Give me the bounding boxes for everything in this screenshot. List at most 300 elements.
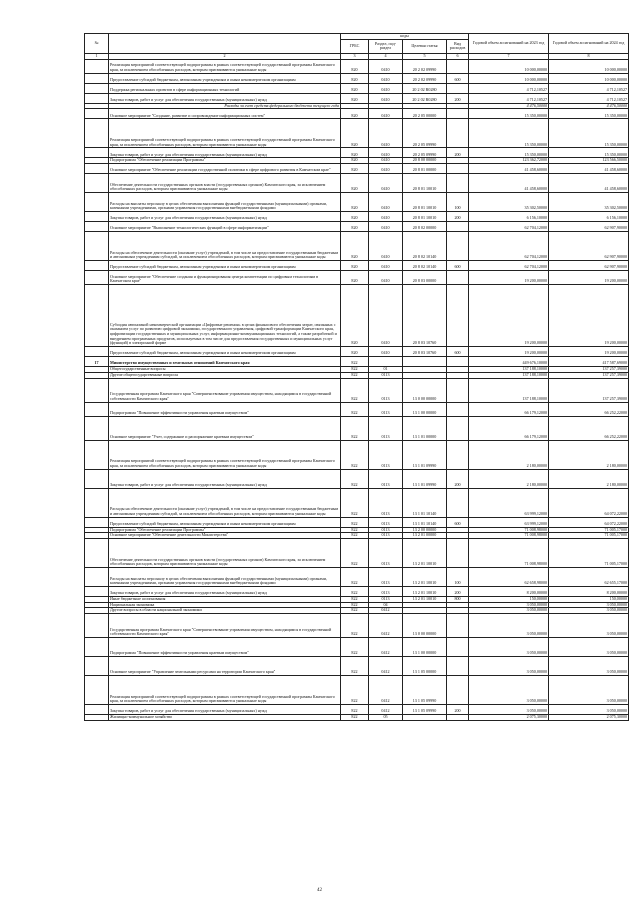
row-exp-type: [447, 83, 469, 93]
row-name: Подпрограмма "Повышение эффективности управления краевым имуществом": [109, 638, 341, 657]
row-section: 0410: [369, 59, 403, 73]
row-amount-2023: 35 302,50000: [469, 193, 549, 212]
row-grbs: 822: [341, 567, 369, 586]
row-amount-2023: 66 179,12000: [469, 402, 549, 416]
header-codes: коды: [341, 34, 469, 40]
row-section: 0113: [369, 533, 403, 539]
table-row: [85, 158, 629, 164]
row-grbs: 822: [341, 357, 369, 367]
table-row: [85, 372, 629, 378]
row-amount-2024: 19 200,00000: [549, 347, 629, 357]
row-section: 05: [369, 715, 403, 721]
row-grbs: 820: [341, 261, 369, 271]
row-amount-2023: 62 704,12000: [469, 261, 549, 271]
row-amount-2023: 19 200,00000: [469, 347, 549, 357]
row-exp-type: 600: [447, 347, 469, 357]
row-amount-2024: 19 200,00000: [549, 271, 629, 285]
row-number: [85, 212, 109, 222]
row-grbs: 822: [341, 488, 369, 517]
row-target: 13 2 01 10010: [403, 538, 447, 567]
row-number: [85, 676, 109, 705]
row-exp-type: [447, 378, 469, 402]
row-amount-2023: 3 050,00000: [469, 676, 549, 705]
row-amount-2024: 3 050,00000: [549, 657, 629, 676]
row-grbs: 820: [341, 212, 369, 222]
row-exp-type: [447, 271, 469, 285]
row-amount-2024: 2 180,00000: [549, 469, 629, 488]
table-row: [85, 232, 629, 261]
table-row: [85, 657, 629, 676]
row-grbs: 822: [341, 657, 369, 676]
row-amount-2024: 137 257,39000: [549, 367, 629, 373]
row-section: 0410: [369, 119, 403, 148]
row-name: Основное мероприятие "Учет, содержание и распоряжение краевым имуществом": [109, 416, 341, 440]
row-amount-2024: 15 350,00000: [549, 119, 629, 148]
row-grbs: 822: [341, 527, 369, 533]
row-grbs: 820: [341, 271, 369, 285]
row-number: [85, 538, 109, 567]
row-grbs: 820: [341, 109, 369, 119]
row-amount-2023: 449 676,10000: [469, 357, 549, 367]
row-amount-2024: 66 252,22000: [549, 402, 629, 416]
row-amount-2023: 19 200,00000: [469, 285, 549, 347]
row-section: 0410: [369, 212, 403, 222]
row-section: 0410: [369, 148, 403, 158]
row-exp-type: [447, 538, 469, 567]
row-target: 20 8 03 10760: [403, 347, 447, 357]
row-amount-2024: 10 000,00000: [549, 73, 629, 83]
row-number: [85, 193, 109, 212]
table-row: [85, 164, 629, 174]
row-exp-type: 200: [447, 469, 469, 488]
row-number: [85, 440, 109, 469]
row-grbs: 820: [341, 148, 369, 158]
row-target: 20 8 01 10010: [403, 212, 447, 222]
row-name: Обеспечение деятельности государственных органов власти (государственных органов) Камчатского края, за исключением обособленных расходов, которым присваиваются уникальные коды: [109, 538, 341, 567]
row-section: 0113: [369, 440, 403, 469]
table-row: [85, 416, 629, 440]
row-amount-2024: 41 458,60000: [549, 174, 629, 193]
row-grbs: 822: [341, 402, 369, 416]
row-name: Поддержка региональных проектов в сфере информационных технологий: [109, 83, 341, 93]
row-grbs: 820: [341, 158, 369, 164]
row-grbs: 822: [341, 614, 369, 638]
table-body: [85, 59, 629, 720]
row-grbs: 822: [341, 416, 369, 440]
row-name: Расходы на выплаты персоналу в целях обеспечения выполнения функций государственными (муниципальными) органами, казенными учреждениями, органами управления государственными внебюджетными фондами: [109, 567, 341, 586]
row-target: 20 8 03 10760: [403, 285, 447, 347]
row-amount-2024: 71 005,17000: [549, 533, 629, 539]
table-row: [85, 586, 629, 596]
row-grbs: 822: [341, 469, 369, 488]
page-number: 42: [317, 888, 322, 893]
row-exp-type: [447, 402, 469, 416]
row-target: 13 0 00 00000: [403, 378, 447, 402]
row-name: Реализация мероприятий соответствующей подпрограммы в рамках соответствующей государственной программы Камчатского края, за исключением обособленных расходов, которым присваиваются уникальные коды: [109, 676, 341, 705]
row-amount-2023: 2 075,30000: [469, 715, 549, 721]
row-number: [85, 285, 109, 347]
row-target: 20 8 01 00000: [403, 164, 447, 174]
table-row: [85, 271, 629, 285]
row-section: 0113: [369, 372, 403, 378]
row-grbs: 820: [341, 347, 369, 357]
row-section: 0113: [369, 378, 403, 402]
row-section: 0113: [369, 567, 403, 586]
col-num-1: 1: [85, 53, 109, 59]
row-amount-2023: 137 188,10000: [469, 367, 549, 373]
row-name: Основное мероприятие "Управление земельными ресурсами на территории Камчатского края": [109, 657, 341, 676]
row-section: 01: [369, 367, 403, 373]
row-exp-type: 600: [447, 261, 469, 271]
row-section: 0412: [369, 705, 403, 715]
header-grbs: ГРБС: [341, 39, 369, 53]
row-number: [85, 164, 109, 174]
row-amount-2024: 3 050,00000: [549, 614, 629, 638]
row-section: 0410: [369, 193, 403, 212]
row-section: 0410: [369, 285, 403, 347]
table-row: [85, 469, 629, 488]
table-row: [85, 357, 629, 367]
row-amount-2024: 62 907,90000: [549, 232, 629, 261]
row-number: [85, 488, 109, 517]
row-amount-2023: 123 362,72000: [469, 158, 549, 164]
row-exp-type: [447, 109, 469, 119]
table-row: [85, 527, 629, 533]
row-amount-2023: 3 050,00000: [469, 608, 549, 614]
row-amount-2023: 2 180,00000: [469, 469, 549, 488]
row-target: 13 1 01 10140: [403, 488, 447, 517]
row-name: Закупка товаров, работ и услуг для обеспечения государственных (муниципальных) нужд: [109, 93, 341, 103]
row-name: Подпрограмма "Обеспечение реализации Программы": [109, 527, 341, 533]
row-grbs: 820: [341, 285, 369, 347]
table-row: [85, 517, 629, 527]
row-amount-2023: 71 008,98000: [469, 527, 549, 533]
row-grbs: 822: [341, 440, 369, 469]
row-amount-2023: 3 050,00000: [469, 602, 549, 608]
row-amount-2024: 71 005,17000: [549, 538, 629, 567]
row-amount-2024: 3 050,00000: [549, 705, 629, 715]
col-num-6: 6: [447, 53, 469, 59]
row-target: 20 2 05 09990: [403, 148, 447, 158]
row-amount-2024: 2 180,00000: [549, 440, 629, 469]
table-row: [85, 608, 629, 614]
row-name: Предоставление субсидий бюджетным, автономным учреждениям и иным некоммерческим организациям: [109, 261, 341, 271]
row-amount-2024: 2 075,30000: [549, 715, 629, 721]
row-name: Расходы на выплаты персоналу в целях обеспечения выполнения функций государственными (муниципальными) органами, казенными учреждениями, органами управления государственными внебюджетными фондами: [109, 193, 341, 212]
row-section: 0410: [369, 83, 403, 93]
row-number: [85, 261, 109, 271]
row-name: Предоставление субсидий бюджетным, автономным учреждениям и иным некоммерческим организациям: [109, 347, 341, 357]
row-number: [85, 59, 109, 73]
row-number: [85, 715, 109, 721]
row-amount-2023: 15 350,00000: [469, 148, 549, 158]
row-section: 0113: [369, 488, 403, 517]
row-target: 13 1 05 09990: [403, 676, 447, 705]
row-section: 0412: [369, 608, 403, 614]
row-name: Расходы на обеспечение деятельности (оказание услуг) учреждений, в том числе на предоставление государственным бюджетным и автономным учреждениям субсидий, за исключением обособленных расходов, которым присваиваются уникальные коды: [109, 232, 341, 261]
row-section: 0410: [369, 261, 403, 271]
row-name: Расходы на обеспечение деятельности (оказание услуг) учреждений, в том числе на предоставление государственным бюджетным и автономным учреждениям субсидий, за исключением обособленных расходов, которым присваиваются уникальные коды: [109, 488, 341, 517]
row-grbs: 820: [341, 193, 369, 212]
row-number: [85, 567, 109, 586]
row-target: 13 2 01 10010: [403, 596, 447, 602]
row-amount-2024: 62 907,90000: [549, 222, 629, 232]
row-section: [369, 357, 403, 367]
row-section: 0113: [369, 538, 403, 567]
row-section: 0410: [369, 164, 403, 174]
row-amount-2024: 137 257,39000: [549, 372, 629, 378]
row-grbs: 822: [341, 538, 369, 567]
table-row: [85, 567, 629, 586]
row-section: 0412: [369, 638, 403, 657]
table-row: [85, 440, 629, 469]
row-grbs: 822: [341, 378, 369, 402]
row-name: Другие вопросы в области национальной экономики: [109, 608, 341, 614]
row-target: 20 8 01 10010: [403, 174, 447, 193]
row-target: 20 2 02 R0280: [403, 93, 447, 103]
row-grbs: 822: [341, 517, 369, 527]
row-exp-type: [447, 119, 469, 148]
row-name: Реализация мероприятий соответствующей подпрограммы в рамках соответствующей государственной программы Камчатского края, за исключением обособленных расходов, которым присваиваются уникальные коды: [109, 440, 341, 469]
row-target: 13 1 05 00000: [403, 657, 447, 676]
row-target: 13 2 01 00000: [403, 533, 447, 539]
row-number: [85, 638, 109, 657]
row-number: [85, 705, 109, 715]
header-name: [109, 34, 341, 54]
col-num-8: 8: [549, 53, 629, 59]
row-name: Основное мероприятие "Обеспечение создания и функционирования центра компетенции по цифровым технологиям в Камчатском крае": [109, 271, 341, 285]
table-row: [85, 488, 629, 517]
row-target: 20 2 05 09990: [403, 119, 447, 148]
table-row: [85, 119, 629, 148]
row-amount-2023: 71 008,98000: [469, 533, 549, 539]
row-name: Министерство имущественных и земельных отношений Камчатского края: [109, 357, 341, 367]
table-row: [85, 222, 629, 232]
row-exp-type: [447, 676, 469, 705]
table-row: [85, 148, 629, 158]
row-exp-type: [447, 440, 469, 469]
row-amount-2024: 3 050,00000: [549, 602, 629, 608]
row-exp-type: [447, 164, 469, 174]
row-amount-2023: 3 050,00000: [469, 614, 549, 638]
row-section: 0410: [369, 93, 403, 103]
row-name: Закупка товаров, работ и услуг для обеспечения государственных (муниципальных) нужд: [109, 469, 341, 488]
row-amount-2023: 19 200,00000: [469, 271, 549, 285]
row-amount-2024: 123 566,50000: [549, 158, 629, 164]
row-amount-2024: 71 005,17000: [549, 527, 629, 533]
row-amount-2023: 41 458,60000: [469, 164, 549, 174]
table-row: [85, 73, 629, 83]
row-name: Расходы за счет средств федерального бюджета текущего года: [109, 103, 341, 109]
row-amount-2024: 4 712,10527: [549, 93, 629, 103]
header-target: Целевая статья: [403, 39, 447, 53]
row-exp-type: 200: [447, 148, 469, 158]
row-target: 20 8 03 00000: [403, 271, 447, 285]
row-target: 20 2 02 09990: [403, 73, 447, 83]
row-exp-type: [447, 657, 469, 676]
row-name: Закупка товаров, работ и услуг для обеспечения государственных (муниципальных) нужд: [109, 212, 341, 222]
row-name: Закупка товаров, работ и услуг для обеспечения государственных (муниципальных) нужд: [109, 586, 341, 596]
row-exp-type: 200: [447, 212, 469, 222]
row-name: Предоставление субсидий бюджетным, автономным учреждениям и иным некоммерческим организациям: [109, 73, 341, 83]
row-grbs: 822: [341, 608, 369, 614]
row-exp-type: [447, 232, 469, 261]
row-amount-2024: 137 257,39000: [549, 378, 629, 402]
row-amount-2023: 2 180,00000: [469, 440, 549, 469]
row-grbs: 822: [341, 676, 369, 705]
row-name: Закупка товаров, работ и услуг для обеспечения государственных (муниципальных) нужд: [109, 148, 341, 158]
row-amount-2024: 64 072,22000: [549, 488, 629, 517]
row-target: 20 8 02 10140: [403, 232, 447, 261]
row-exp-type: [447, 416, 469, 440]
row-target: 20 8 00 00000: [403, 158, 447, 164]
row-grbs: 820: [341, 83, 369, 93]
row-amount-2024: 417 587,69000: [549, 357, 629, 367]
row-amount-2024: 3 050,00000: [549, 638, 629, 657]
row-amount-2023: 3 050,00000: [469, 638, 549, 657]
row-number: [85, 232, 109, 261]
row-amount-2023: 15 350,00000: [469, 109, 549, 119]
row-grbs: 822: [341, 586, 369, 596]
row-grbs: 820: [341, 232, 369, 261]
row-amount-2023: 62 658,98000: [469, 567, 549, 586]
row-number: [85, 73, 109, 83]
header-vol-2023: Годовой объем ассигнований на 2023 год: [469, 34, 549, 54]
row-amount-2023: 41 458,60000: [469, 174, 549, 193]
table-row: [85, 705, 629, 715]
row-target: 20 8 02 10140: [403, 261, 447, 271]
table-row: [85, 83, 629, 93]
row-amount-2024: 62 655,17000: [549, 567, 629, 586]
row-number: [85, 83, 109, 93]
row-amount-2024: 8 200,00000: [549, 586, 629, 596]
row-number: [85, 586, 109, 596]
header-num: №: [85, 34, 109, 54]
row-exp-type: 800: [447, 596, 469, 602]
row-section: 0113: [369, 527, 403, 533]
row-name: Подпрограмма "Повышение эффективности управления краевым имуществом": [109, 402, 341, 416]
row-grbs: 822: [341, 715, 369, 721]
row-exp-type: 100: [447, 567, 469, 586]
row-name: Другие общегосударственные вопросы: [109, 372, 341, 378]
table-row: [85, 715, 629, 721]
row-amount-2024: 3 050,00000: [549, 676, 629, 705]
table-row: [85, 93, 629, 103]
row-grbs: 822: [341, 705, 369, 715]
row-exp-type: [447, 222, 469, 232]
row-section: 0412: [369, 657, 403, 676]
row-number: 17: [85, 357, 109, 367]
row-amount-2023: 3 050,00000: [469, 657, 549, 676]
row-name: Государственная программа Камчатского края "Совершенствование управления имуществом, находящимся в государственной собственности Камчатского края": [109, 378, 341, 402]
row-number: [85, 109, 109, 119]
row-amount-2023: 66 179,12000: [469, 416, 549, 440]
row-name: Общегосударственные вопросы: [109, 367, 341, 373]
row-exp-type: [447, 638, 469, 657]
row-number: [85, 148, 109, 158]
col-num-7: 7: [469, 53, 549, 59]
row-target: 13 1 01 10140: [403, 517, 447, 527]
table-row: [85, 347, 629, 357]
table-row: [85, 212, 629, 222]
row-amount-2023: 10 000,00000: [469, 59, 549, 73]
col-num-3: 3: [341, 53, 369, 59]
row-grbs: 822: [341, 533, 369, 539]
row-section: 0410: [369, 347, 403, 357]
row-number: [85, 271, 109, 285]
row-name: Предоставление субсидий бюджетным, автономным учреждениям и иным некоммерческим организациям: [109, 517, 341, 527]
row-target: 13 1 05 09990: [403, 705, 447, 715]
row-amount-2024: 3 050,00000: [549, 608, 629, 614]
table-row: [85, 538, 629, 567]
row-number: [85, 469, 109, 488]
table-row: [85, 174, 629, 193]
col-num-2: 2: [109, 53, 341, 59]
row-amount-2024: 4 476,50000: [549, 103, 629, 109]
row-number: [85, 222, 109, 232]
row-target: 13 2 01 10010: [403, 567, 447, 586]
row-section: 0113: [369, 586, 403, 596]
row-amount-2023: 62 704,12000: [469, 232, 549, 261]
row-name: Закупка товаров, работ и услуг для обеспечения государственных (муниципальных) нужд: [109, 705, 341, 715]
row-name: Основное мероприятие "Создание, развитие и сопровождение информационных систем": [109, 109, 341, 119]
row-target: 20 8 01 10010: [403, 193, 447, 212]
row-section: 04: [369, 602, 403, 608]
row-exp-type: 600: [447, 73, 469, 83]
row-amount-2024: 62 907,90000: [549, 261, 629, 271]
row-name: Национальная экономика: [109, 602, 341, 608]
row-name: Иные бюджетные ассигнования: [109, 596, 341, 602]
row-grbs: 822: [341, 372, 369, 378]
row-section: 0410: [369, 222, 403, 232]
row-amount-2023: 4 712,10527: [469, 83, 549, 93]
row-name: Основное мероприятие "Выполнение технологических функций в сфере информатизации": [109, 222, 341, 232]
row-target: 13 0 00 00000: [403, 614, 447, 638]
row-name: Реализация мероприятий соответствующей подпрограммы в рамках соответствующей государственной программы Камчатского края, за исключением обособленных расходов, которым присваиваются уникальные коды: [109, 59, 341, 73]
row-amount-2023: 63 999,12000: [469, 488, 549, 517]
row-number: [85, 378, 109, 402]
row-name: Реализация мероприятий соответствующей подпрограммы в рамках соответствующей государственной программы Камчатского края, за исключением обособленных расходов, которым присваиваются уникальные коды: [109, 119, 341, 148]
row-target: 13 1 00 00000: [403, 402, 447, 416]
table-row: [85, 261, 629, 271]
row-number: [85, 119, 109, 148]
row-exp-type: [447, 174, 469, 193]
table-row: [85, 378, 629, 402]
row-section: 0113: [369, 402, 403, 416]
row-target: [403, 715, 447, 721]
row-exp-type: 100: [447, 193, 469, 212]
row-grbs: 822: [341, 367, 369, 373]
row-name: Основное мероприятие "Обеспечение реализации государственной политики в сфере цифрового развития в Камчатском крае": [109, 164, 341, 174]
row-exp-type: [447, 285, 469, 347]
row-amount-2023: 3 050,00000: [469, 705, 549, 715]
row-name: Основное мероприятие "Обеспечение деятельности Министерства": [109, 533, 341, 539]
row-name: Подпрограмма "Обеспечение реализации Программы": [109, 158, 341, 164]
row-grbs: 820: [341, 222, 369, 232]
row-section: 0113: [369, 416, 403, 440]
table-row: [85, 676, 629, 705]
header-section: Раздел, под-раздел: [369, 39, 403, 53]
row-amount-2023: 4 476,50000: [469, 103, 549, 109]
row-grbs: 820: [341, 73, 369, 83]
row-amount-2023: 62 704,12000: [469, 222, 549, 232]
row-target: 20 2 05 00000: [403, 109, 447, 119]
row-section: 0412: [369, 676, 403, 705]
table-row: [85, 638, 629, 657]
row-grbs: 820: [341, 93, 369, 103]
row-exp-type: [447, 715, 469, 721]
row-exp-type: 200: [447, 705, 469, 715]
